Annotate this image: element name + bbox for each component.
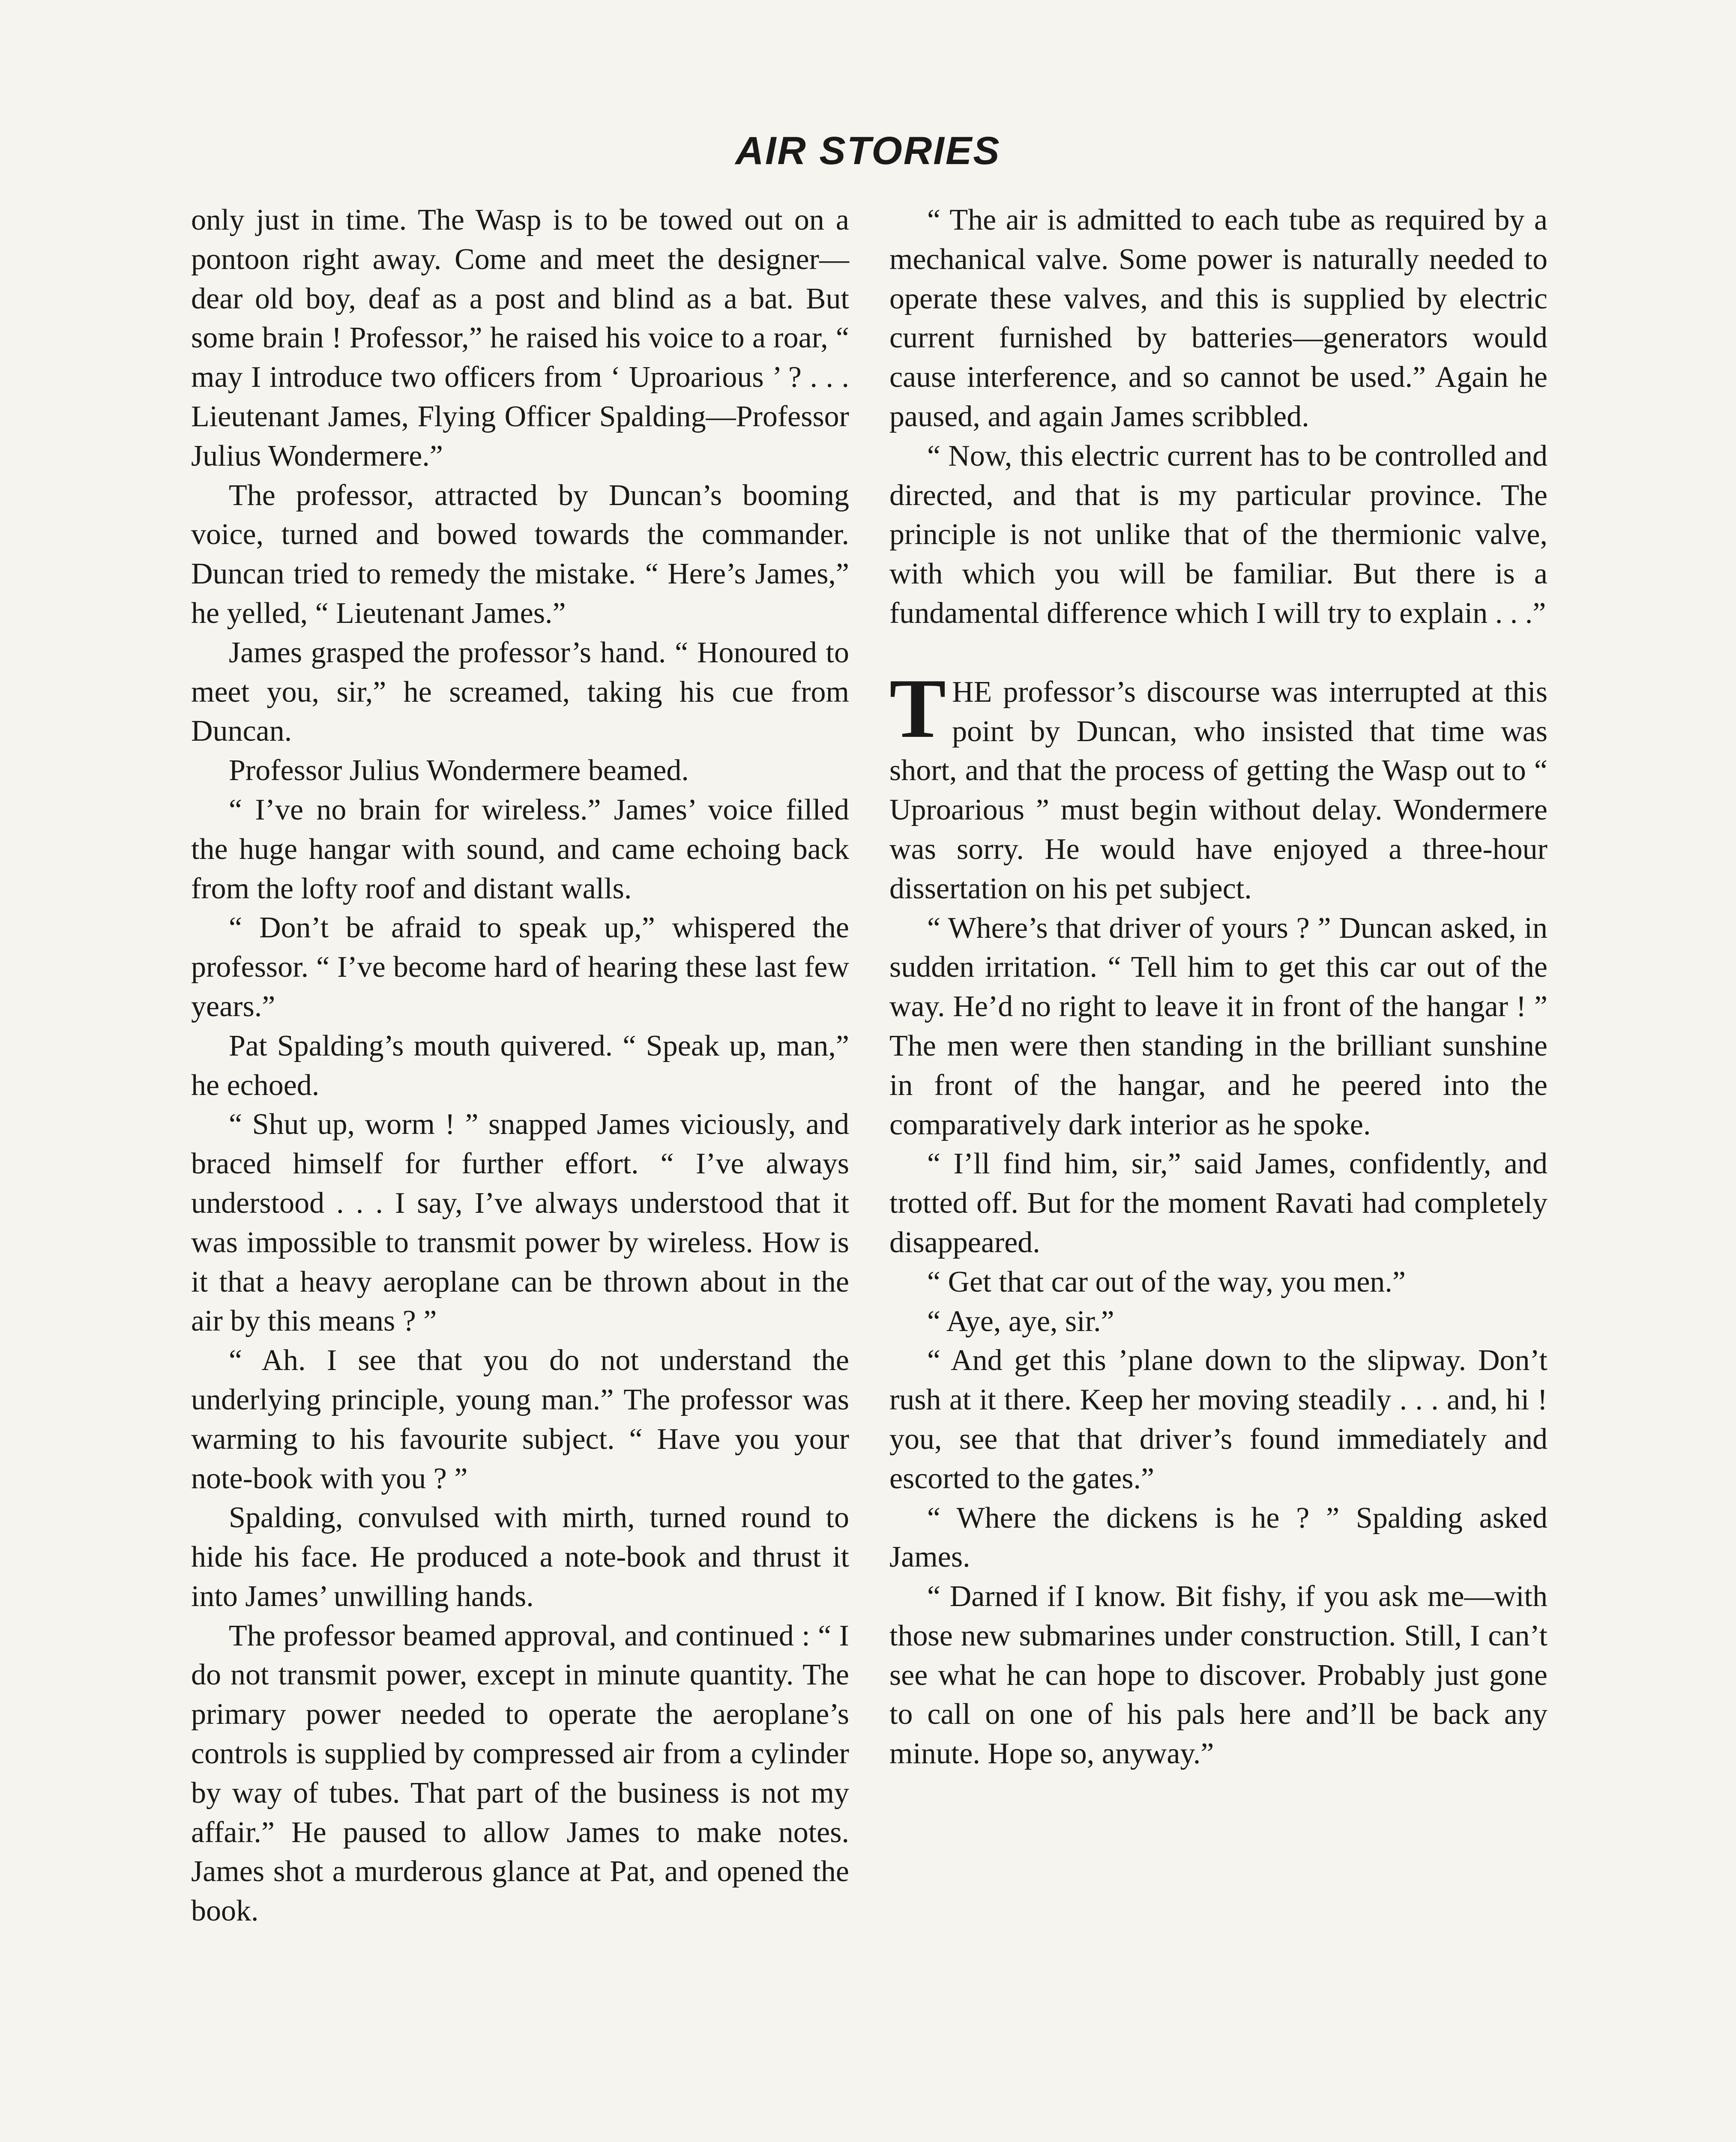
right-text-column xyxy=(889,200,1547,1774)
paragraph: “ And get this ’plane down to the slipway. Don’t rush at it there. Keep her moving steadily . . . and, hi ! you, see that that driver’s found immediately and escorted to the gates.” xyxy=(889,1344,1547,1495)
paragraph: only just in time. The Wasp is to be towed out on a pontoon right away. Come and meet the designer—dear old boy, deaf as a post and blind as a bat. But some brain ! Professor,” he raised his voice to a roar, “ may I introduce two officers from ‘ Uproarious ’ ? . . . Lieutenant James, Flying Officer Spalding—Professor Julius Wondermere.” xyxy=(191,203,849,473)
paragraph: “ Now, this electric current has to be controlled and directed, and that is my particular province. The principle is not unlike that of the thermionic valve, with which you will be familiar. But there is a fundamental difference which I will try to explain . . .” xyxy=(889,439,1547,630)
paragraph: The professor, attracted by Duncan’s booming voice, turned and bowed towards the commander. Duncan tried to remedy the mistake. “ Here’s James,” he yelled, “ Lieutenant James.” xyxy=(191,479,849,630)
paragraph: Professor Julius Wondermere beamed. xyxy=(229,754,689,787)
paragraph: “ I’ve no brain for wireless.” James’ voice filled the huge hangar with sound, and came echoing back from the lofty roof and distant walls. xyxy=(191,793,849,905)
paragraph: “ Get that car out of the way, you men.” xyxy=(927,1265,1406,1298)
paragraph: “ The air is admitted to each tube as required by a mechanical valve. Some power is naturally needed to operate these valves, and this is supplied by electric current furnished by batteries—generators would cause interference, and so cannot be used.” Again he paused, and again James scribbled. xyxy=(889,203,1547,433)
paragraph: “ Don’t be afraid to speak up,” whispered the professor. “ I’ve become hard of hearing these last few years.” xyxy=(191,911,849,1023)
paragraph: “ Ah. I see that you do not understand the underlying principle, young man.” The professor was warming to his favourite subject. “ Have you your note-book with you ? ” xyxy=(191,1344,849,1495)
paragraph: Spalding, convulsed with mirth, turned round to hide his face. He produced a note-book and thrust it into James’ unwilling hands. xyxy=(191,1501,849,1613)
section-start-paragraph xyxy=(889,661,1547,909)
running-header: AIR STORIES xyxy=(735,129,1001,173)
paragraph: The professor beamed approval, and continued : “ I do not transmit power, except in minute quantity. The primary power needed to operate the aeroplane’s controls is supplied by compressed air from a cylinder by way of tubes. That part of the business is not my affair.” He paused to allow James to make notes. James shot a murderous glance at Pat, and opened the book. xyxy=(191,1619,849,1928)
paragraph: “ Darned if I know. Bit fishy, if you ask me—with those new submarines under construction. Still, I can’t see what he can hope to discover. Probably just gone to call on one of his pals here and’ll be back any minute. Hope so, anyway.” xyxy=(889,1580,1547,1771)
paragraph: Pat Spalding’s mouth quivered. “ Speak up, man,” he echoed. xyxy=(191,1029,849,1102)
paragraph: “ Where the dickens is he ? ” Spalding asked James. xyxy=(889,1501,1547,1574)
paragraph: James grasped the professor’s hand. “ Honoured to meet you, sir,” he screamed, taking his cue from Duncan. xyxy=(191,636,849,748)
paragraph: “ Aye, aye, sir.” xyxy=(927,1304,1114,1338)
paragraph: “ Shut up, worm ! ” snapped James viciously, and braced himself for further effort. “ I’ve always understood . . . I say, I’ve always understood that it was impossible to transmit power by wireless. How is it that a heavy aeroplane can be thrown about in the air by this means ? ” xyxy=(191,1108,849,1338)
paragraph: “ Where’s that driver of yours ? ” Duncan asked, in sudden irritation. “ Tell him to get this car out of the way. He’d no right to leave it in front of the hangar ! ” The men were then standing in the brilliant sunshine in front of the hangar, and he peered into the comparatively dark interior as he spoke. xyxy=(889,911,1547,1141)
left-text-column xyxy=(191,200,849,1931)
drop-cap: T xyxy=(889,661,946,755)
paragraph: “ I’ll find him, sir,” said James, confidently, and trotted off. But for the moment Ravati had completely disappeared. xyxy=(889,1147,1547,1259)
section-text: HE professor’s discourse was interrupted at this point by Duncan, who insisted that time was short, and that the process of getting the Wasp out to “ Uproarious ” must begin without delay. Wondermere was sorry. He would have enjoyed a three-hour dissertation on his pet subject. xyxy=(889,675,1547,905)
